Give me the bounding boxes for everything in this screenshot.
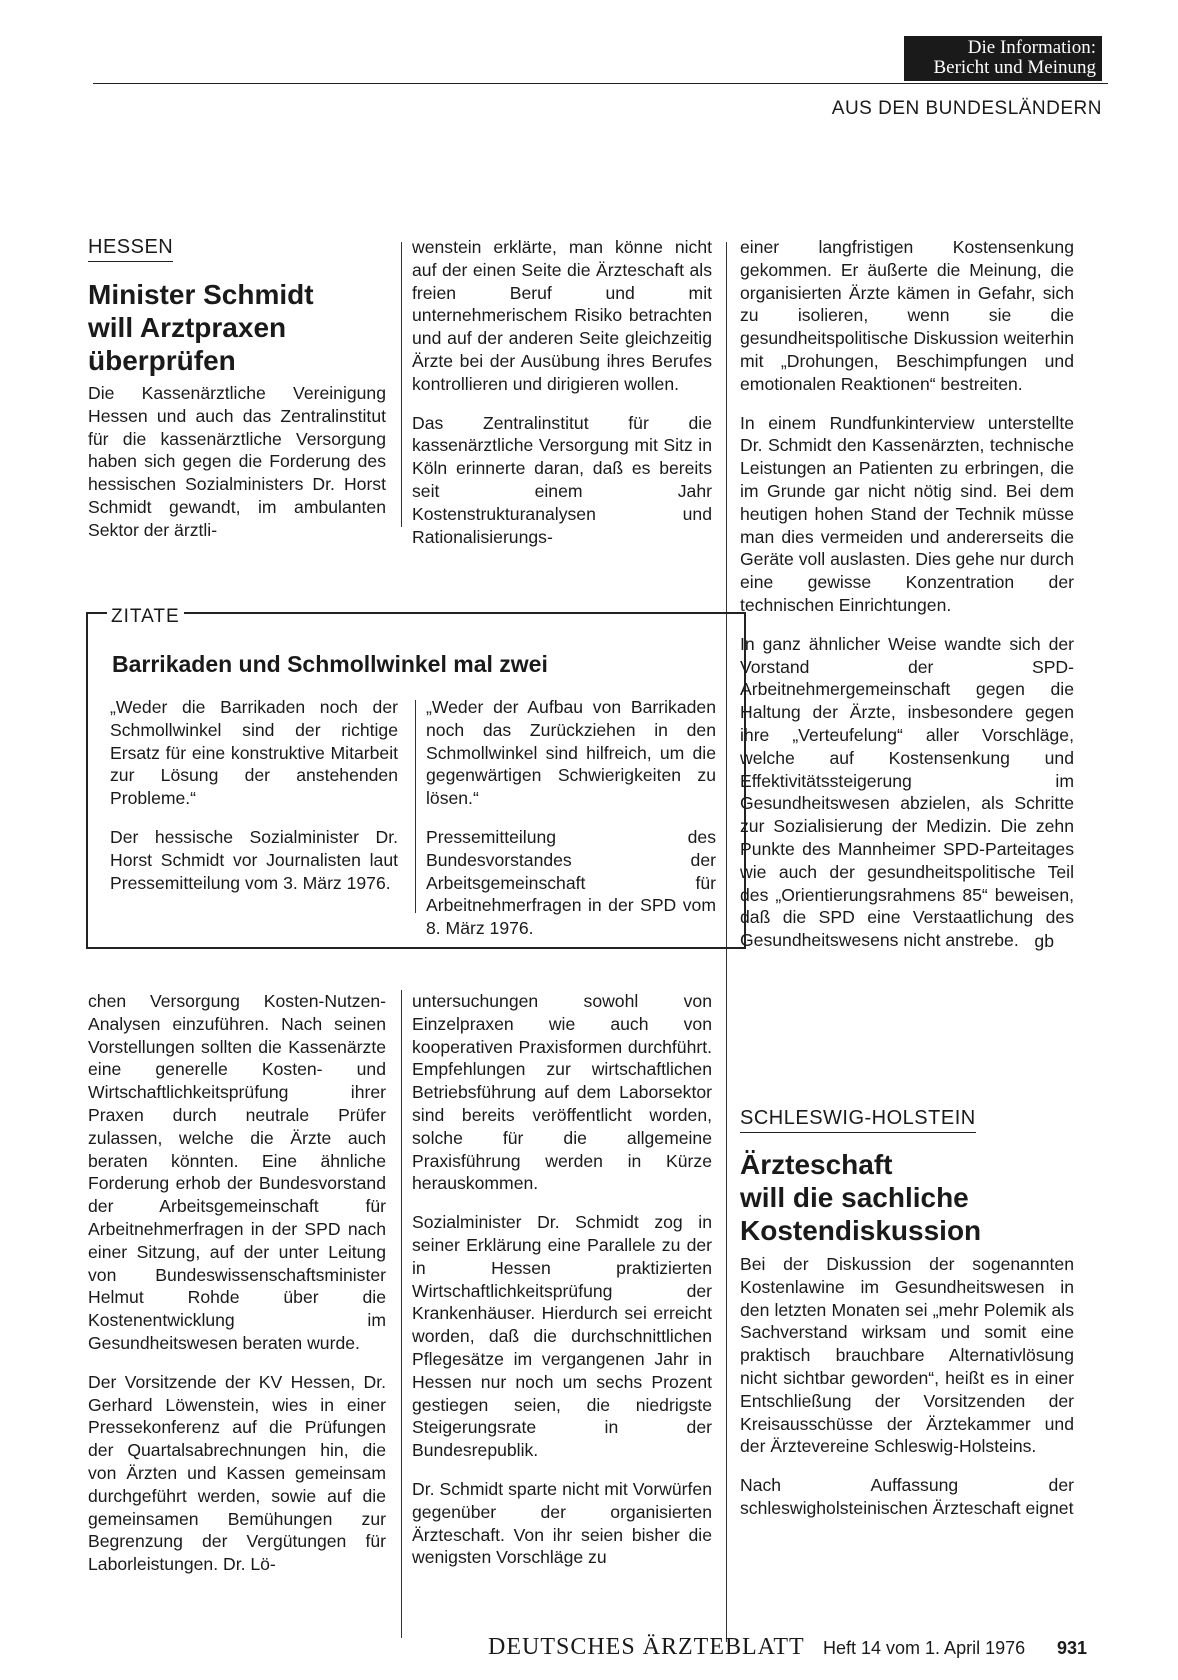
- paragraph: In ganz ähnlicher Weise wandte sich der Vorstand der SPD-Arbeitnehmergemeinschaft gegen die Haltung der Ärzte, insbesondere gegen ihre „Verteufelung“ aller Vorschläge, welche auf Kostensenkung und Effektivitätssteigerung im Gesundheitswesen abzielen, als Schritte zur Sozialisierung der Medizin. Die zehn Punkte des Mannheimer SPD-Parteitages wie auch der gesundheitspolitische Teil des „Orientierungsrahmens 85“ beweisen, daß die SPD eine Verstaatlichung des Gesundheitswesens nicht anstrebe.: [740, 633, 1074, 951]
- department-tag-line-1: Die Information:: [967, 37, 1096, 58]
- paragraph: einer langfristigen Kostensenkung gekommen. Er äußerte die Meinung, die organisierten Ärzte kämen in Gefahr, sich zu isolieren, wenn sie die gesundheitspolitische Diskussion weiterhin mit „Drohungen, Beschimpfungen und emotionalen Reaktionen“ bestreiten.: [740, 237, 1074, 394]
- quote-divider: [415, 700, 416, 913]
- column-divider: [401, 990, 402, 1638]
- section-title: AUS DEN BUNDESLÄNDERN: [831, 98, 1102, 119]
- paragraph: In einem Rundfunkinterview unterstellte Dr. Schmidt den Kassenärzten, technische Leistungen an Patienten zu erbringen, die im Grunde gar nicht nötig sind. Bei dem heutigen hohen Stand der Technik müsse man dies vermeiden und andererseits die Geräte voll auslasten. Dies gehe nur durch eine gewisse Konzentration der technischen Einrichtungen.: [740, 412, 1074, 615]
- quote-left: [110, 696, 398, 894]
- hessen-kicker: HESSEN: [88, 236, 173, 262]
- paragraph: Nach Auffassung der schleswigholsteinischen Ärzteschaft eignet: [740, 1475, 1074, 1518]
- quote-text: „Weder der Aufbau von Barrikaden noch das Zurückziehen in den Schmollwinkel sind hilfreich, um die gegenwärtigen Schwierigkeiten zu lösen.“: [426, 697, 716, 809]
- paragraph: Dr. Schmidt sparte nicht mit Vorwürfen gegenüber der organisierten Ärzteschaft. Von ihr seien bisher die wenigsten Vorschläge zu: [412, 1478, 712, 1568]
- paragraph: Bei der Diskussion der sogenannten Kostenlawine im Gesundheitswesen in den letzten Monaten sei „mehr Polemik als Sachverstand wirksam und somit eine praktisch brauchbare Alternativlösung nicht sichtbar geworden“, heißt es in einer Entschließung der Vorsitzenden der Kreisausschüsse der Ärztekammer und der Ärztevereine Schleswig-Holsteins.: [740, 1254, 1074, 1457]
- hessen-headline-line: Minister Schmidt: [88, 279, 314, 310]
- author-signature: gb: [1034, 930, 1054, 951]
- hessen-col2-top: [412, 236, 712, 548]
- paragraph: chen Versorgung Kosten-Nutzen-Analysen einzuführen. Nach seinen Vorstellungen sollten die Kassenärzte eine generelle Kosten- und Wirtschaftlichkeitsprüfung ihrer Praxen durch neutrale Prüfer zulassen, welche die Ärzte auch beraten könnten. Eine ähnliche Forderung erhob der Bundesvorstand der Arbeitsgemeinschaft für Arbeitnehmerfragen in der SPD nach einer Sitzung, auf der unter Leitung von Bundeswissenschaftsminister Helmut Rohde über die Kostenentwicklung im Gesundheitswesen beraten wurde.: [88, 991, 386, 1353]
- quote-box-rule-right: [184, 612, 746, 614]
- hessen-col1-top: [88, 382, 386, 542]
- quote-text: „Weder die Barrikaden noch der Schmollwinkel sind der richtige Ersatz für eine konstruktive Mitarbeit zur Lösung der anstehenden Probleme.“: [110, 697, 398, 809]
- schleswig-kicker: SCHLESWIG-HOLSTEIN: [740, 1107, 976, 1133]
- paragraph: Sozialminister Dr. Schmidt zog in seiner Erklärung eine Parallele zu der in Hessen praktizierten Wirtschaftlichkeitsprüfung der Krankenhäuser. Hierdurch sei erreicht worden, daß die durchschnittlichen Pflegesätze im vergangenen Jahr in Hessen nur noch um sechs Prozent gestiegen seien, die niedrigste Steigerungsrate in der Bundesrepublik.: [412, 1212, 712, 1461]
- quote-box-rule-left: [86, 612, 108, 614]
- schleswig-kicker-wrap: [740, 1107, 976, 1133]
- hessen-kicker-wrap: [88, 236, 173, 262]
- issue-info: Heft 14 vom 1. April 1976: [823, 1638, 1026, 1658]
- hessen-col1-bottom: [88, 990, 386, 1576]
- quote-source: Der hessische Sozialminister Dr. Horst Schmidt vor Journalisten laut Pressemitteilung vom 3. März 1976.: [110, 826, 398, 893]
- paragraph: untersuchungen sowohl von Einzelpraxen wie auch von kooperativen Praxisformen durchführt. Empfehlungen zur wirtschaftlichen Betriebsführung auf dem Laborsektor sind bereits veröffentlicht worden, solche für die allgemeine Praxisführung werden in Kürze herauskommen.: [412, 991, 712, 1194]
- paragraph: Das Zentralinstitut für die kassenärztliche Versorgung mit Sitz in Köln erinnerte daran, daß es bereits seit einem Jahr Kostenstrukturanalysen und Rationalisierungs-: [412, 412, 712, 547]
- journal-name: DEUTSCHES ÄRZTEBLATT: [488, 1634, 805, 1660]
- schleswig-headline-line: Ärzteschaft: [740, 1149, 893, 1180]
- hessen-headline: [88, 278, 388, 377]
- hessen-col2-bottom: [412, 990, 712, 1569]
- quote-source: Pressemitteilung des Bundesvorstandes der Arbeitsgemeinschaft für Arbeitnehmerfragen in der SPD vom 8. März 1976.: [426, 826, 716, 939]
- column-divider: [401, 242, 402, 527]
- paragraph: Die Kassenärztliche Vereinigung Hessen und auch das Zentralinstitut für die kassenärztliche Versorgung haben sich gegen die Forderung des hessischen Sozialministers Dr. Horst Schmidt gewandt, im ambulanten Sektor der ärztli-: [88, 383, 386, 540]
- quote-box-label: ZITATE: [107, 606, 184, 628]
- paragraph: Der Vorsitzende der KV Hessen, Dr. Gerhard Löwenstein, wies in einer Pressekonferenz auf die Prüfungen der Quartalsabrechnungen hin, die von Ärzten und Kassen gemeinsam durchgeführt werden, sowie auf die gemeinsamen Bemühungen zur Begrenzung der Vergütungen für Laborleistungen. Dr. Lö-: [88, 1371, 386, 1575]
- schleswig-headline-line: Kostendiskussion: [740, 1215, 982, 1246]
- hessen-col3: [740, 236, 1074, 953]
- quote-box-title: Barrikaden und Schmollwinkel mal zwei: [112, 651, 548, 677]
- header-rule: [93, 83, 1108, 84]
- department-tag: [904, 36, 1102, 81]
- hessen-headline-line: überprüfen: [88, 345, 236, 376]
- paragraph: wenstein erklärte, man könne nicht auf der einen Seite die Ärzteschaft als freien Beruf und mit unternehmerischem Risiko betrachten und auf der anderen Seite gleichzeitig Ärzte bei der Ausübung ihres Berufes kontrollieren und dirigieren wollen.: [412, 237, 712, 394]
- page-number: 931: [1057, 1638, 1088, 1658]
- schleswig-body: [740, 1253, 1074, 1520]
- hessen-headline-line: will Arztpraxen: [88, 312, 287, 343]
- schleswig-headline-line: will die sachliche: [740, 1182, 969, 1213]
- schleswig-headline: [740, 1148, 1074, 1247]
- department-tag-line-2: Bericht und Meinung: [933, 57, 1096, 78]
- quote-right: [426, 696, 716, 940]
